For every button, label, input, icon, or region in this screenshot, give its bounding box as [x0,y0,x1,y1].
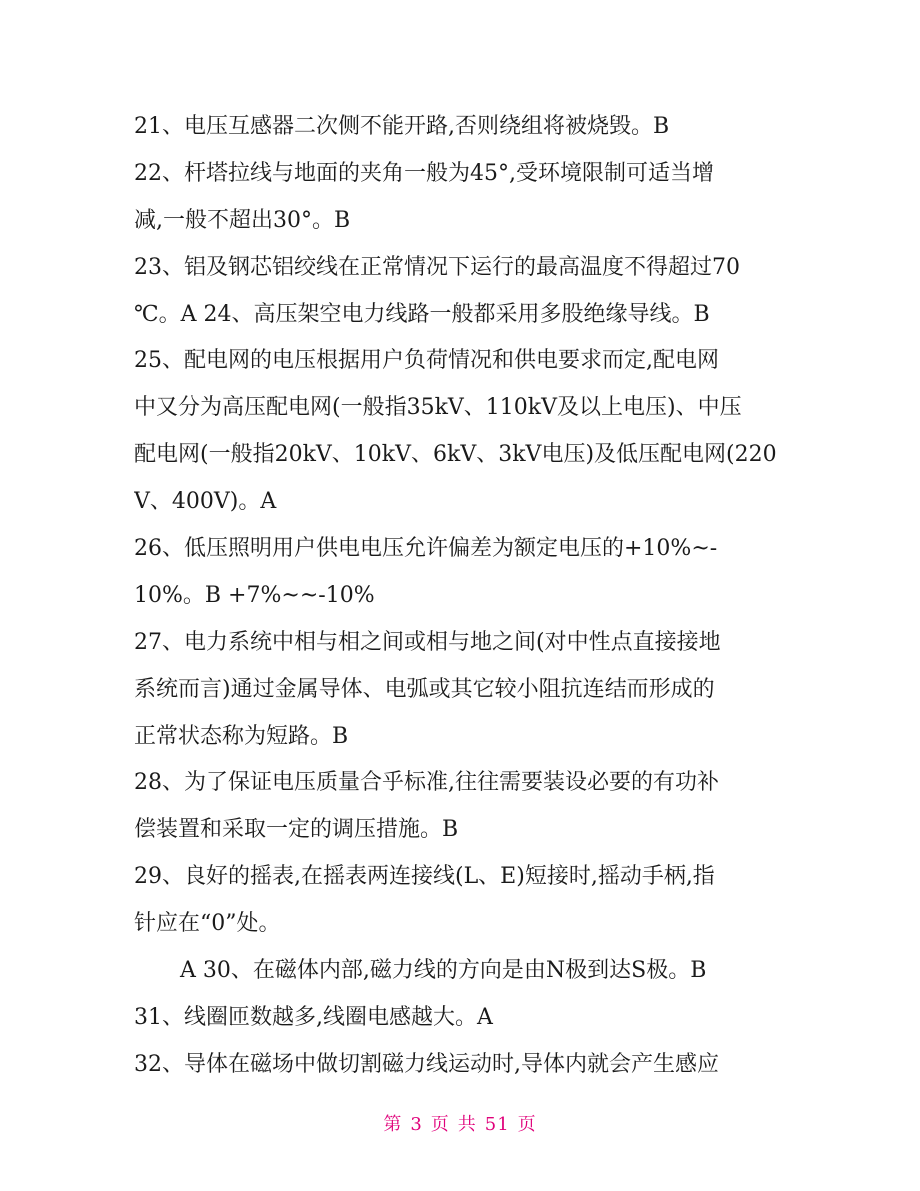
text-line: 减,一般不超出30°。B [134,207,351,233]
text-line: 正常状态称为短路。B [134,723,349,749]
text-line: 偿装置和采取一定的调压措施。B [134,817,459,843]
text-line: 中又分为高压配电网(一般指35kV、110kV及以上电压)、中压 [134,395,742,421]
footer-total-pages: 51 [484,1114,510,1135]
page-footer [0,1110,920,1136]
footer-page-label: 第 [383,1114,403,1135]
text-line: 26、低压照明用户供电电压允许偏差为额定电压的+10%~- [134,536,718,562]
text-line: 针应在“0”处。 [134,911,281,937]
footer-total-unit: 页 [517,1114,537,1135]
text-line: 25、配电网的电压根据用户负荷情况和供电要求而定,配电网 [134,348,719,374]
text-line: 29、良好的摇表,在摇表两连接线(L、E)短接时,摇动手柄,指 [134,864,715,890]
text-line: 28、为了保证电压质量合乎标准,往往需要装设必要的有功补 [134,770,719,796]
document-body [134,104,794,1089]
text-line: 22、杆塔拉线与地面的夹角一般为45°,受环境限制可适当增 [134,160,714,186]
text-line: 配电网(一般指20kV、10kV、6kV、3kV电压)及低压配电网(220 [134,442,777,468]
text-line: 32、导体在磁场中做切割磁力线运动时,导体内就会产生感应 [134,1051,719,1077]
text-line: 系统而言)通过金属导体、电弧或其它较小阻抗连结而形成的 [134,676,715,702]
text-line: 27、电力系统中相与相之间或相与地之间(对中性点直接接地 [134,629,721,655]
footer-current-page: 3 [410,1114,423,1135]
footer-total-label: 共 [457,1114,477,1135]
footer-page-unit: 页 [430,1114,450,1135]
text-line: 23、铝及钢芯铝绞线在正常情况下运行的最高温度不得超过70 [134,254,740,280]
text-line: 31、线圈匝数越多,线圈电感越大。A [134,1004,493,1030]
text-line: 21、电压互感器二次侧不能开路,否则绕组将被烧毁。B [134,114,670,139]
text-line: 10%。B +7%~~-10% [134,582,375,608]
text-line: V、400V)。A [134,489,277,515]
text-line: A 30、在磁体内部,磁力线的方向是由N极到达S极。B [180,958,707,984]
text-line: ℃。A 24、高压架空电力线路一般都采用多股绝缘导线。B [134,301,710,327]
